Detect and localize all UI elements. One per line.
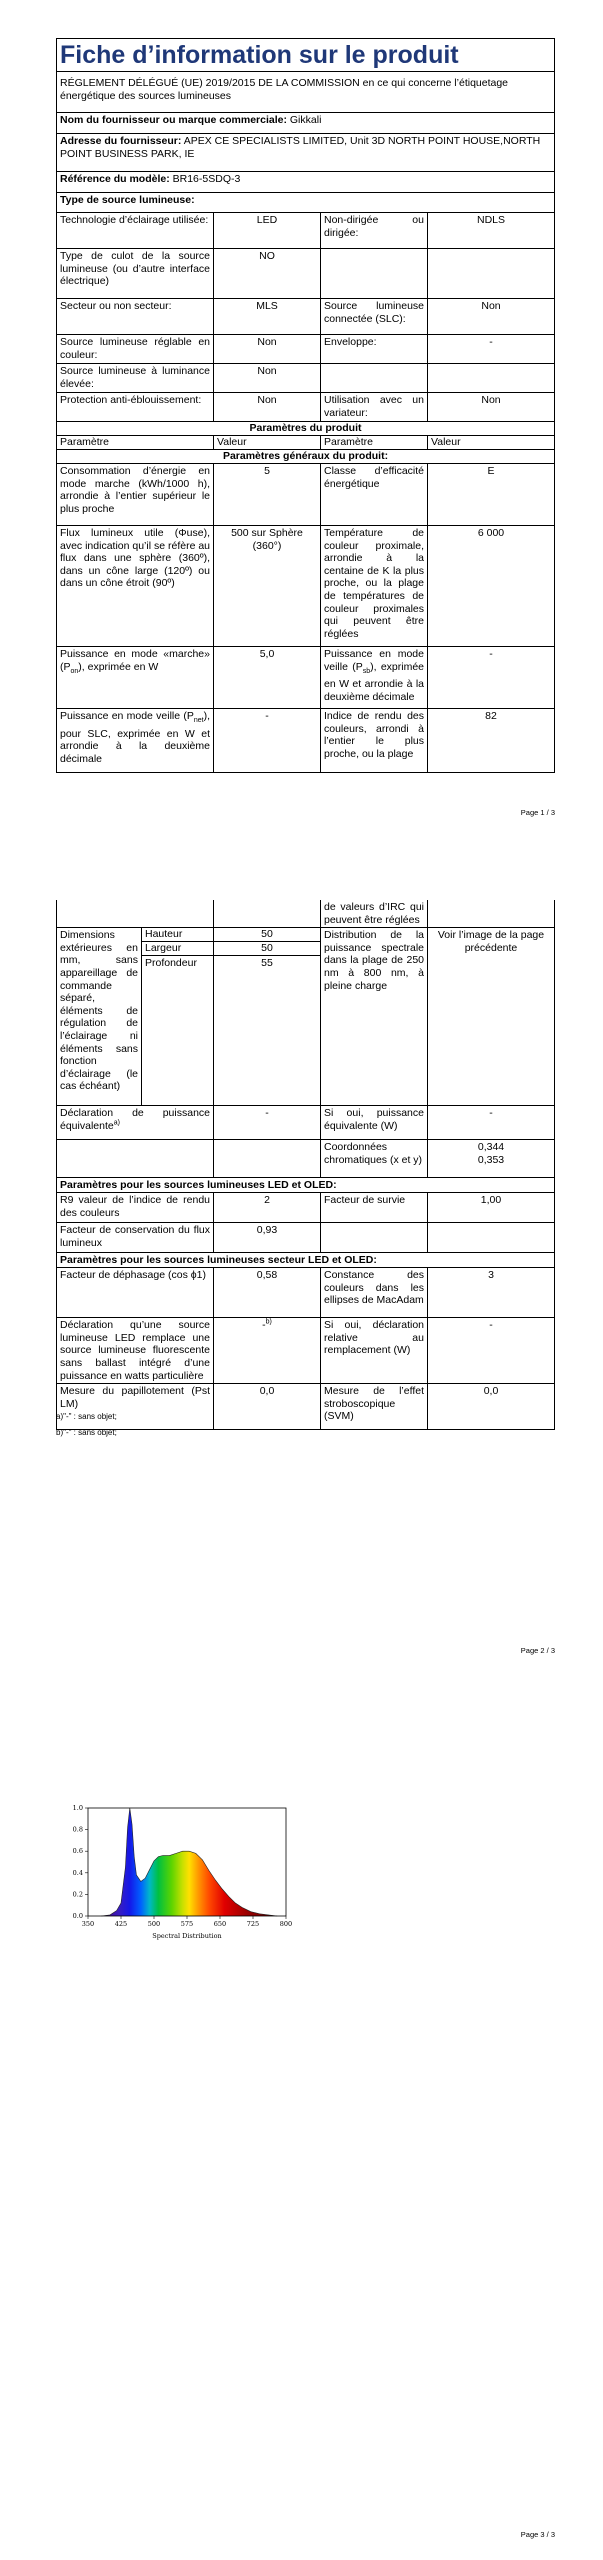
- width-label: Largeur: [142, 942, 214, 956]
- net-standby-label: [57, 709, 214, 773]
- address-row: [57, 134, 555, 172]
- x-tick-label-575: 575: [180, 1920, 194, 1928]
- y-tick-label-0.4: 0.4: [72, 1868, 83, 1877]
- stroboscopic-label: Mesure de l’effet stroboscopique (SVM): [321, 1384, 428, 1430]
- depth-value: 55: [214, 956, 321, 1106]
- page-title: Fiche d’information sur le produit: [57, 39, 555, 72]
- chroma-values: [428, 1140, 555, 1178]
- spectral-chart-svg: [58, 1798, 298, 1948]
- phase-value: 0,58: [214, 1268, 321, 1318]
- equiv-footnote-mark: a): [113, 1119, 120, 1127]
- standby-label-b: ), exprimée en W et arrondie à la deuxième décimale: [324, 660, 424, 703]
- nondirected-value: NDLS: [428, 213, 555, 249]
- equiv-yes-value: -: [428, 1106, 555, 1140]
- flicker-value: 0,0: [214, 1384, 321, 1430]
- connected-value: Non: [428, 299, 555, 335]
- address-label: Adresse du fournisseur:: [60, 135, 182, 147]
- replacement-yes-value: -: [428, 1318, 555, 1384]
- product-info-table-page-1: [56, 38, 555, 773]
- regulation-description: en ce qui concerne l’étiquetage énergétique des sources lumineuses: [60, 77, 509, 102]
- page-number: Page 1 / 3: [520, 808, 555, 817]
- cri-label: Indice de rendu des couleurs, arrondi à l’entier le plus proche, ou la plage: [321, 709, 428, 773]
- tech-value: LED: [214, 213, 321, 249]
- equiv-value: -: [214, 1106, 321, 1140]
- regulation-text: [57, 72, 555, 113]
- product-info-table-page-2: [56, 900, 555, 1430]
- dimmer-label: Utilisation avec un variateur:: [321, 393, 428, 422]
- chroma-x: 0,344: [477, 1141, 505, 1154]
- spectral-label: Distribution de la puissance spectrale dans la plage de 250 nm à 800 nm, à pleine charge: [321, 928, 428, 1106]
- replacement-value: [214, 1318, 321, 1384]
- standby-label: [321, 647, 428, 709]
- page-number: Page 2 / 3: [520, 1646, 555, 1655]
- general-header: Paramètres généraux du produit:: [57, 450, 555, 464]
- cap-label: Type de culot de la source lumineuse (ou d’autre interface électrique): [57, 249, 214, 299]
- chroma-label: Coordonnées chromatiques (x et y): [321, 1140, 428, 1178]
- replacement-label: Déclaration qu’une source lumineuse LED remplace une source lumineuse fluorescente sans ballast intégré d’une puissance en watts particulière: [57, 1318, 214, 1384]
- y-tick-label-0.8: 0.8: [72, 1825, 83, 1834]
- page-2: [0, 838, 603, 1676]
- y-tick-label-0.2: 0.2: [72, 1890, 83, 1899]
- spectral-value: Voir l’image de la page précédente: [428, 928, 555, 1106]
- equiv-label-text: Déclaration de puissance équivalente: [60, 1107, 210, 1132]
- colour-value: Non: [214, 335, 321, 364]
- nondirected-label: Non-dirigée ou dirigée:: [321, 213, 428, 249]
- survival-value: 1,00: [428, 1193, 555, 1223]
- y-tick-label-1.0: 1.0: [72, 1804, 83, 1812]
- r9-label: R9 valeur de l’indice de rendu des couleurs: [57, 1193, 214, 1223]
- standby-sub: sb: [362, 667, 371, 675]
- mains-label: Secteur ou non secteur:: [57, 299, 214, 335]
- spectrum-area: [101, 1808, 277, 1916]
- type-header: Type de source lumineuse:: [57, 193, 555, 213]
- r9-value: 2: [214, 1193, 321, 1223]
- net-standby-label-a: Puissance en mode veille (P: [60, 710, 194, 722]
- supplier-label: Nom du fournisseur ou marque commerciale:: [60, 114, 287, 126]
- regulation-reference: RÉGLEMENT DÉLÉGUÉ (UE) 2019/2015 DE LA COMMISSION: [60, 77, 360, 89]
- col-value-header-2: Valeur: [428, 436, 555, 450]
- stroboscopic-value: 0,0: [428, 1384, 555, 1430]
- dimensions-label: Dimensions extérieures en mm, sans appareillage de commande séparé, éléments de régulation de l’éclairage ni éléments sans fonction d’éclairage (le cas échéant): [57, 928, 142, 1106]
- address-value: APEX CE SPECIALISTS LIMITED, Unit 3D NORTH POINT HOUSE,NORTH POINT BUSINESS PARK, IE: [60, 135, 541, 160]
- envelope-value: -: [428, 335, 555, 364]
- phase-label: Facteur de déphasage (cos ϕ1): [57, 1268, 214, 1318]
- efficiency-value: E: [428, 464, 555, 526]
- page-1: [0, 0, 603, 838]
- col-param-header-2: Paramètre: [321, 436, 428, 450]
- net-standby-value: -: [214, 709, 321, 773]
- glare-label: Protection anti-éblouissement:: [57, 393, 214, 422]
- footnote-b: b)"-" : sans objet;: [56, 1428, 117, 1437]
- height-value: 50: [214, 928, 321, 942]
- x-tick-label-725: 725: [246, 1920, 260, 1928]
- net-standby-label-b: ), pour SLC, exprimée en W et arrondie à la deuxième décimale: [60, 710, 210, 765]
- lumen-maintenance-label: Facteur de conservation du flux lumineux: [57, 1223, 214, 1253]
- height-label: Hauteur: [142, 928, 214, 942]
- on-power-label-a: Puissance en mode «marche» (P: [60, 648, 210, 673]
- depth-label: Profondeur: [142, 956, 214, 1106]
- on-power-value: 5,0: [214, 647, 321, 709]
- model-label: Référence du modèle:: [60, 173, 170, 185]
- flux-label: Flux lumineux utile (Φuse), avec indication qu’il se réfère au flux dans une sphère (360º), dans un cône large (120º) ou dans un cône étroit (90º): [57, 526, 214, 647]
- x-tick-label-350: 350: [81, 1920, 95, 1928]
- col-value-header: Valeur: [214, 436, 321, 450]
- efficiency-label: Classe d’efficacité énergétique: [321, 464, 428, 526]
- col-param-header: Paramètre: [57, 436, 214, 450]
- connected-label: Source lumineuse connectée (SLC):: [321, 299, 428, 335]
- x-tick-label-650: 650: [213, 1920, 227, 1928]
- survival-label: Facteur de survie: [321, 1193, 428, 1223]
- replacement-yes-label: Si oui, déclaration relative au remplacement (W): [321, 1318, 428, 1384]
- supplier-row: [57, 113, 555, 134]
- x-tick-label-425: 425: [114, 1920, 128, 1928]
- width-value: 50: [214, 942, 321, 956]
- envelope-label: Enveloppe:: [321, 335, 428, 364]
- on-power-label: [57, 647, 214, 709]
- chart-layer: [73, 1804, 293, 1940]
- x-tick-label-800: 800: [279, 1920, 293, 1928]
- net-standby-sub: net: [193, 717, 204, 725]
- spectral-distribution-chart: [58, 1798, 298, 1948]
- equiv-label: [57, 1106, 214, 1140]
- x-tick-label-500: 500: [147, 1920, 161, 1928]
- cct-label: Température de couleur proximale, arrondie à la centaine de K la plus proche, ou la plage de températures de couleur proximales qui peuvent être réglées: [321, 526, 428, 647]
- macadam-label: Constance des couleurs dans les ellipses de MacAdam: [321, 1268, 428, 1318]
- cap-value: NO: [214, 249, 321, 299]
- consumption-value: 5: [214, 464, 321, 526]
- page-3: [0, 1676, 603, 2560]
- page-number: Page 3 / 3: [520, 2530, 555, 2539]
- cri-value: 82: [428, 709, 555, 773]
- replacement-footnote-mark: b): [265, 1318, 272, 1326]
- params-header: Paramètres du produit: [57, 422, 555, 436]
- high-luminance-value: Non: [214, 364, 321, 393]
- lumen-maintenance-value: 0,93: [214, 1223, 321, 1253]
- model-value: BR16-5SDQ-3: [172, 173, 241, 185]
- high-luminance-label: Source lumineuse à luminance élevée:: [57, 364, 214, 393]
- colour-label: Source lumineuse réglable en couleur:: [57, 335, 214, 364]
- on-power-sub: on: [70, 667, 79, 675]
- dimmer-value: Non: [428, 393, 555, 422]
- footnotes: [56, 1412, 117, 1440]
- standby-value: -: [428, 647, 555, 709]
- tech-label: Technologie d’éclairage utilisée:: [57, 213, 214, 249]
- y-tick-label-0.6: 0.6: [72, 1847, 83, 1856]
- y-tick-label-0.0: 0.0: [72, 1912, 83, 1920]
- supplier-value: Gikkali: [289, 114, 322, 126]
- cct-value: 6 000: [428, 526, 555, 647]
- replacement-value-text: -: [262, 1319, 266, 1332]
- standby-label-a: Puissance en mode veille (P: [324, 648, 424, 673]
- on-power-label-b: ), exprimée en W: [78, 660, 159, 673]
- flicker-label: Mesure du papillotement (Pst LM): [57, 1384, 214, 1430]
- chroma-y: 0,353: [477, 1153, 505, 1166]
- x-axis-label: Spectral Distribution: [152, 1932, 222, 1940]
- glare-value: Non: [214, 393, 321, 422]
- footnote-a: a)"-" : sans objet;: [56, 1412, 117, 1421]
- cri-continued: de valeurs d’IRC qui peuvent être réglées: [321, 900, 428, 928]
- flux-value: 500 sur Sphère (360°): [214, 526, 321, 647]
- mains-led-header: Paramètres pour les sources lumineuses secteur LED et OLED:: [57, 1253, 555, 1268]
- macadam-value: 3: [428, 1268, 555, 1318]
- model-row: [57, 172, 555, 193]
- mains-value: MLS: [214, 299, 321, 335]
- equiv-yes-label: Si oui, puissance équivalente (W): [321, 1106, 428, 1140]
- consumption-label: Consommation d’énergie en mode marche (kWh/1000 h), arrondie à l’entier supérieur le plus proche: [57, 464, 214, 526]
- led-header: Paramètres pour les sources lumineuses LED et OLED:: [57, 1178, 555, 1193]
